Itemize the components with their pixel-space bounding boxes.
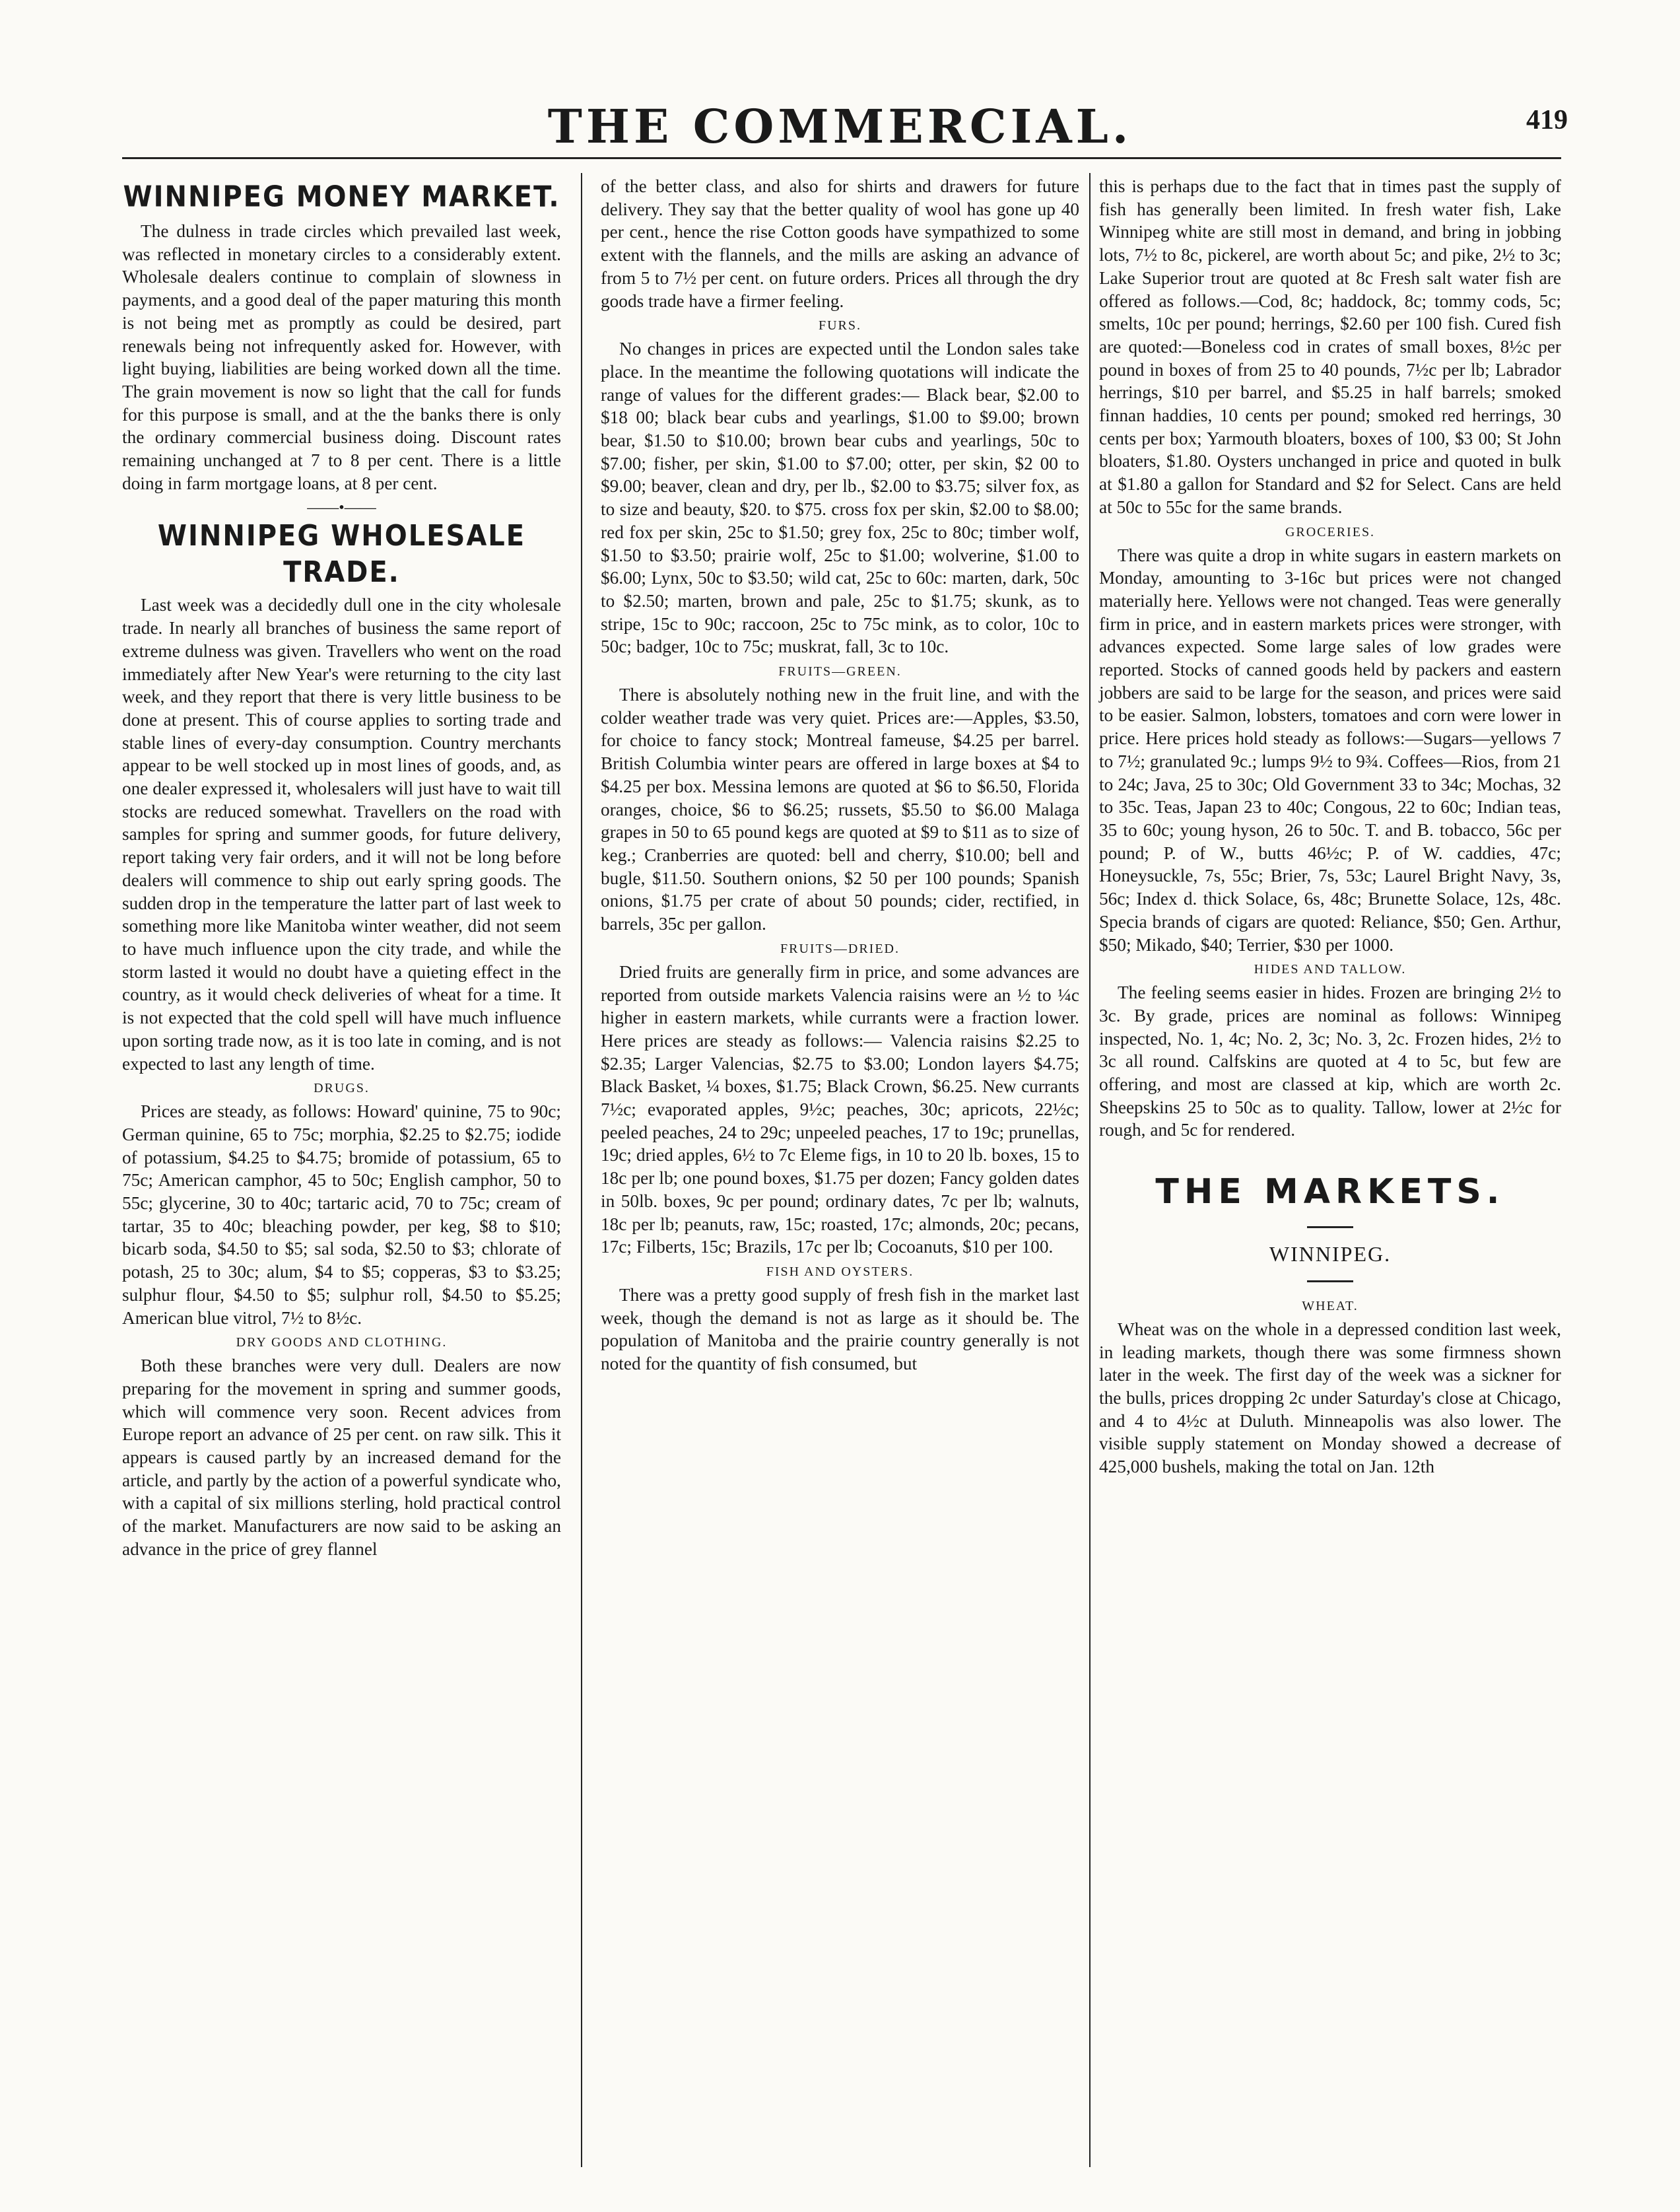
newspaper-title: THE COMMERCIAL.: [547, 99, 1133, 154]
markets-heading: THE MARKETS.: [1155, 1172, 1505, 1212]
header-rule: [122, 157, 1561, 159]
fruits-green-heading: FRUITS—GREEN.: [778, 664, 902, 679]
groceries-text: There was quite a drop in white sugars in eastern markets on Monday, amounting to 3-16c but prices were not changed materially here. Yellows were not changed. Teas were generally firm in price, and in eastern markets prices were stronger, with advances expected. Some large sales of low grades were reported. Stocks of canned goods held by packers and eastern jobbers are said to be large for the season, and prices were said to be easier. Salmon, lobsters, tomatoes and corn were lower in price. Here prices hold steady as follows:—Sugars—yellows 7 to 7½; granulated 9c.; lumps 9½ to 9¾. Coffees—Rios, from 21 to 24c; Java, 25 to 30c; Old Government 33 to 34c; Mochas, 32 to 35c. Teas, Japan 23 to 40c; Congous, 22 to 60c; Indian teas, 35 to 60c; young hyson, 26 to 50c. T. and B. tobacco, 56c per pound; P. of W., butts 46½c; P. of W. caddies, 47c; Honeysuckle, 7s, 55c; Brier, 7s, 53c; Laurel Bright Navy, 3s, 56c; Index d. thick Solace, 6s, 48c; Brunette Solace, 12s, 48c. Specia brands of cigars are quoted: Reliance, $50; Gen. Arthur, $50; Mikado, $40; Terrier, $30 per 1000.: [1099, 545, 1561, 955]
furs-text: No changes in prices are expected until the London sales take place. In the meantime the following quotations will indicate the range of values for the different grades:— Black bear, $2.00 to $18 00; black bear cubs and yearlings, $1.00 to $9.00; brown bear, $1.50 to $10.00; brown bear cubs and yearlings, 50c to $7.00; fisher, per skin, $1.00 to $7.00; otter, per skin, $2 00 to $9.00; beaver, clean and dry, per lb., $2.00 to $3.75; silver fox, as to size and beauty, $20. to $75. cross fox per skin, $2.00 to $8.00; red fox per skin, 25c to $1.50; grey fox, 25c to 80c; timber wolf, $1.50 to $3.50; prairie wolf, 25c to $1.00; wolverine, $1.00 to $6.00; Lynx, 50c to $3.50; wild cat, 25c to 60c: marten, dark, 50c to $2.50; marten, brown and pale, 25c to $1.75; skunk, as to stripe, 15c to 90c; raccoon, 25c to 75c mink, as to color, 10c to 50c; badger, 10c to 75c; muskrat, fall, 3c to 10c.: [601, 339, 1079, 657]
hides-text: The feeling seems easier in hides. Frozen are bringing 2½ to 3c. By grade, prices are nominal as follows: Winnipeg inspected, No. 1, 4c; No. 2, 3c; No. 3, 2c. Frozen hides, 2½ to 3c all round. Calfskins are quoted at 4 to 5c, but few are offering, and most are classed at kip, which are worth 2c. Sheepskins 25 to 50c as to quality. Tallow, lower at 2½c for rough, and 5c for rendered.: [1099, 983, 1561, 1140]
markets-rule-2: [1307, 1280, 1353, 1282]
drugs-text: Prices are steady, as follows: Howard' quinine, 75 to 90c; German quinine, 65 to 75c; morphia, $2.25 to $2.75; iodide of potassium, $4.25 to $4.75; bromide of potassium, 65 to 75c; American camphor, 45 to 50c; English camphor, 50 to 55c; glycerine, 30 to 40c; tartaric acid, 70 to 75c; cream of tartar, 35 to 40c; bleaching powder, per keg, $8 to $10; bicarb soda, $4.50 to $5; sal soda, $2.50 to $3; chlorate of potash, 25 to 30c; alum, $4 to $5; copperas, $3 to $3.25; sulphur flour, $4.50 to $5; sulphur roll, $4.50 to $5.25; American blue vitrol, 7½ to 8½c.: [122, 1101, 561, 1328]
money-market-heading: WINNIPEG MONEY MARKET.: [123, 180, 560, 214]
fruits-dried-heading: FRUITS—DRIED.: [780, 941, 900, 956]
column-rule-1: [581, 173, 582, 2167]
column-rule-2: [1089, 173, 1091, 2167]
column-1: [122, 175, 561, 1561]
wholesale-trade-text: Last week was a decidedly dull one in the city wholesale trade. In nearly all branches of business the same report of extreme dulness was given. Travellers who went on the road immediately after New Year's were returning to the city last week, and they report that there is very little business to be done at present. This of course applies to sorting trade and stable lines of every-day consumption. Country merchants appear to be well stocked up in most lines of goods, and, as one dealer expressed it, wholesalers will just have to wait till stocks are reduced somewhat. Travellers on the road with samples for spring and summer goods, for future delivery, report taking very fair orders, and it will not be long before dealers will commence to ship out early spring goods. The sudden drop in the temperature the latter part of last week to something more like Manitoba winter weather, did not seem to have much influence upon the city trade, and while the storm lasted it would no doubt have a quieting effect in the country, as it would check deliveries of wheat for a time. It is not expected that the cold spell will have much influence upon sorting trade now, as it is too late in coming, and is not expected to last any length of time.: [122, 595, 561, 1074]
fish-text: There was a pretty good supply of fresh fish in the market last week, though the demand is not as large as it should be. The population of Manitoba and the prairie country generally is not noted for the quantity of fish consumed, but: [601, 1284, 1079, 1374]
groceries-heading: GROCERIES.: [1285, 524, 1376, 539]
winnipeg-heading: WINNIPEG.: [1269, 1242, 1392, 1266]
wheat-heading: WHEAT.: [1302, 1298, 1359, 1313]
furs-heading: FURS.: [818, 318, 862, 333]
section-divider: ——•——: [307, 499, 376, 517]
column-3: [1099, 175, 1561, 1478]
masthead: [0, 99, 1680, 158]
drugs-heading: DRUGS.: [314, 1081, 370, 1096]
dry-goods-heading: DRY GOODS AND CLOTHING.: [236, 1335, 448, 1350]
fish-heading: FISH AND OYSTERS.: [766, 1264, 914, 1279]
wheat-text: Wheat was on the whole in a depressed condition last week, in leading markets, though there was some firmness shown later in the week. The first day of the week was a sickner for the bulls, prices dropping 2c under Saturday's close at Chicago, and 4 to 4½c at Duluth. Minneapolis was also lower. The visible supply statement on Monday showed a decrease of 425,000 bushels, making the total on Jan. 12th: [1099, 1319, 1561, 1477]
markets-rule: [1307, 1226, 1353, 1228]
fruits-dried-text: Dried fruits are generally firm in price, and some advances are reported from outside markets Valencia raisins were an ½ to ¼c higher in eastern markets, while currants were a fraction lower. Here prices are steady as follows:— Valencia raisins $2.25 to $2.35; Larger Valencias, $2.75 to $3.00; London layers $4.75; Black Basket, ¼ boxes, $1.75; Black Crown, $6.25. New currants 7½c; evaporated apples, 9½c; peaches, 30c; apricots, 22½c; peeled peaches, 24 to 29c; unpeeled peaches, 17 to 19c; prunellas, 19c; dried apples, 6½ to 7c Eleme figs, in 10 to 20 lb. boxes, 15 to 18c per lb; one pound boxes, $1.75 per dozen; Fancy golden dates in 50lb. boxes, 9c per pound; ordinary dates, 7c per lb; walnuts, 18c per lb; peanuts, raw, 15c; roasted, 17c; almonds, 20c; pecans, 17c; Filberts, 15c; Brazils, 17c per lb; Cocoanuts, $10 per 100.: [601, 961, 1079, 1257]
page-number: 419: [1526, 105, 1568, 135]
fruits-green-text: There is absolutely nothing new in the fruit line, and with the colder weather trade was very quiet. Prices are:—Apples, $3.50, for choice to fancy stock; Montreal fameuse, $4.25 per barrel. British Columbia winter pears are offered in large boxes at $4 to $4.25 per box. Messina lemons are quoted at $6 to $6.50, Florida oranges, choice, $6 to $6.25; russets, $5.50 to $6.00 Malaga grapes in 50 to 65 pound kegs are quoted at $9 to $11 as to size of keg.; Cranberries are quoted: bell and cherry, $10.00; bell and bugle, $11.50. Southern onions, $2 50 per 100 pounds; Spanish onions, $1.75 per crate of about 50 pounds; cider, rectified, in barrels, 35c per gallon.: [601, 685, 1079, 934]
wholesale-trade-heading: WINNIPEG WHOLESALE TRADE.: [157, 519, 526, 590]
fish-continued: this is perhaps due to the fact that in times past the supply of fish has generally been limited. In fresh water fish, Lake Winnipeg white are still most in demand, and bring in jobbing lots, 7½ to 8c, pickerel, are worth about 5c; and pike, 2½ to 3c; Lake Superior trout are quoted at 8c Fresh salt water fish are offered as follows.—Cod, 8c; haddock, 8c; tommy cods, 5c; smelts, 10c per pound; herrings, $2.60 per 100 fish. Cured fish are quoted:—Boneless cod in crates of small boxes, 8½c per pound in boxes of from 25 to 40 pounds, 7½c per lb; Labrador herrings, $10 per barrel, and $5.25 in half barrels; smoked finnan haddies, 10 cents per pound; smoked red herrings, 30 cents per box; Yarmouth bloaters, boxes of 100, $3 00; St John bloaters, $1.80. Oysters unchanged in price and quoted in bulk at $1.80 a gallon for Standard and $2 for Select. Cans are held at 50c to 55c for the same brands.: [1099, 176, 1561, 517]
money-market-text: The dulness in trade circles which prevailed last week, was reflected in monetary circles to a considerably extent. Wholesale dealers continue to complain of slowness in payments, and a good deal of the paper maturing this month is not being met as promptly as could be desired, part renewals being not infrequently asked for. However, with light buying, liabilities are being worked down all the time. The grain movement is now so light that the call for funds for this purpose is small, and at the the banks there is only the ordinary commercial business doing. Discount rates remaining unchanged at 7 to 8 per cent. There is a little doing in farm mortgage loans, at 8 per cent.: [122, 221, 561, 493]
column-2: [601, 175, 1079, 1375]
dry-goods-continued: of the better class, and also for shirts and drawers for future delivery. They say that the better quality of wool has gone up 40 per cent., hence the rise Cotton goods have sympathized to some extent with the flannels, and the mills are asking an advance of from 5 to 7½ per cent. on future orders. Prices all through the dry goods trade have a firmer feeling.: [601, 176, 1079, 311]
hides-heading: HIDES AND TALLOW.: [1254, 962, 1407, 977]
dry-goods-text: Both these branches were very dull. Dealers are now preparing for the movement in spring and summer goods, which will commence very soon. Recent advices from Europe report an advance of 25 per cent. on raw silk. This it appears is caused partly by an increased demand for the article, and partly by the action of a powerful syndicate who, with a capital of six millions sterling, hold practical control of the market. Manufacturers are now said to be asking an advance in the price of grey flannel: [122, 1356, 561, 1559]
